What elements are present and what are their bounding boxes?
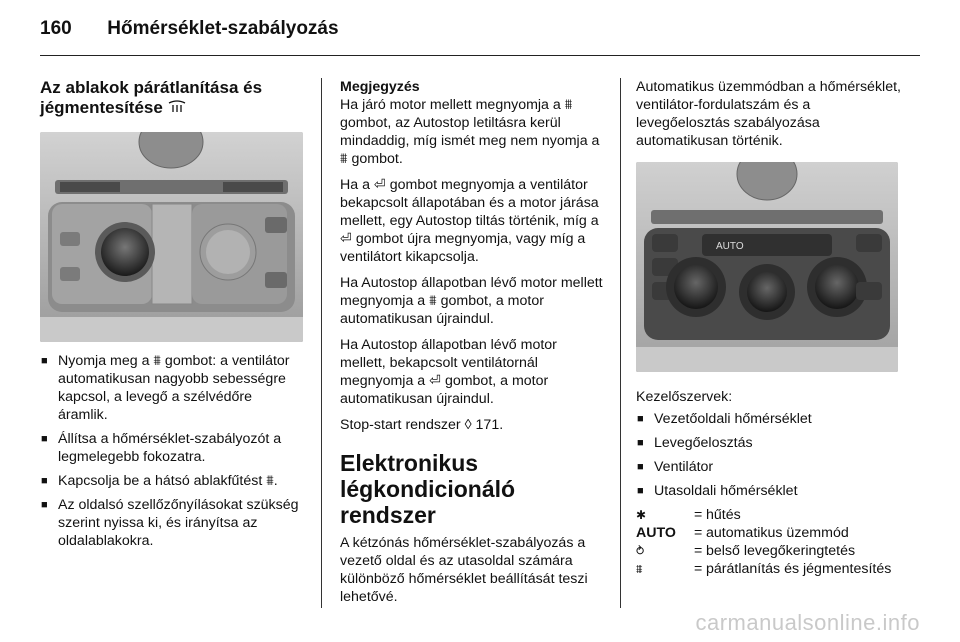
instruction-list [40,352,303,550]
cross-reference: Stop-start rendszer ◊ 171. [340,417,504,433]
recirculation-icon: ⥁ [636,544,645,558]
symbol-legend [636,506,902,578]
symbol-row: ✱ = hűtés [636,507,741,523]
symbol-row: ⩩ = párátlanítás és jégmentesítés [636,561,892,577]
auto-label: AUTO [636,525,676,541]
page-title: Hőmérséklet-szabályozás [107,18,339,39]
list-item: ■ Kapcsolja be a hátsó ablakfűtést ⩩. [40,472,303,490]
column-divider [620,78,621,608]
note-paragraph: Ha Autostop állapotban lévő motor mellett megnyomja a ⩩ gombot, a motor automatikusan újraindul. [340,275,603,327]
section-heading-large: Elektronikus légkondicionáló rendszer [340,450,516,528]
column-divider [321,78,322,608]
intro-paragraph: A kétzónás hőmérséklet-szabályozás a vezető oldal és az utasoldal számára különböző hőmérséklet beállítását teszi lehetővé. [340,535,588,605]
symbol-row: AUTO = automatikus üzemmód [636,525,849,541]
snowflake-icon: ✱ [636,508,647,522]
page-number: 160 [40,18,72,39]
list-item: ■ Az oldalsó szellőzőnyílásokat szükség szerint nyissa ki, és irányítsa az oldalablakokra. [40,496,303,550]
note-title: Megjegyzés [340,79,420,95]
list-item: ■ Nyomja meg a ⩩ gombot: a ventilátor automatikusan nagyobb sebességre kapcsol, a levegő a szélvédőre áramlik. [40,352,303,424]
climate-panel-photo-electronic [636,162,898,372]
column-middle [340,78,604,614]
column-left [40,78,303,556]
defrost-icon: ⩩ [636,562,643,576]
defrost-icon [168,98,186,117]
list-item: ■ Utasoldali hőmérséklet [636,482,902,500]
list-item: ■ Levegőelosztás [636,434,902,452]
auto-button-label: AUTO [716,241,744,252]
note-paragraph: Ha Autostop állapotban lévő motor mellett, bekapcsolt ventilátornál megnyomja a ⏎ gombot, a motor automatikusan újraindul. [340,337,557,407]
note-paragraph: Ha a ⏎ gombot megnyomja a ventilátor bekapcsolt állapotában és a motor járása mellett, egy Autostop tiltás történik, míg a ⏎ gombot újra megnyomja, vagy míg a ventilátort kikapcsolja. [340,177,599,265]
controls-list [636,410,902,500]
watermark: carmanualsonline.info [695,610,920,635]
section-heading: Az ablakok párátlanítása és jégmentesítése [40,78,263,117]
controls-title: Kezelőszervek: [636,389,733,405]
list-item: ■ Állítsa a hőmérséklet-szabályozót a legmelegebb fokozatra. [40,430,303,466]
symbol-row: ⥁ = belső levegőkeringtetés [636,543,856,559]
climate-panel-photo-manual [40,132,303,342]
list-item: ■ Ventilátor [636,458,902,476]
note-paragraph: Ha járó motor mellett megnyomja a ⩩ gombot, az Autostop letiltásra kerül mindaddig, míg ismét meg nem nyomja a ⩩ gombot. [340,97,600,167]
page-header [40,18,339,40]
column-right [636,78,902,578]
list-item: ■ Vezetőoldali hőmérséklet [636,410,902,428]
intro-paragraph: Automatikus üzemmódban a hőmérséklet, ventilátor-fordulatszám és a levegőelosztás szabályozása automatikusan történik. [636,79,901,149]
header-rule [40,55,920,56]
